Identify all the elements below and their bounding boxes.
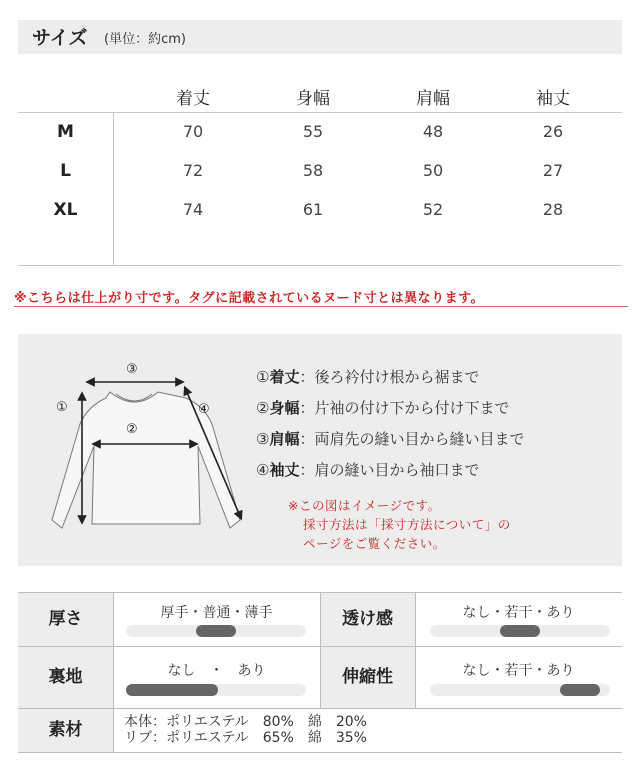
table-cell: 70 bbox=[182, 122, 204, 141]
table-column-divider bbox=[320, 592, 321, 708]
size-title: サイズ bbox=[32, 27, 88, 49]
diagram-note-line: ページをご覧ください。 bbox=[303, 536, 446, 551]
shirt-outline bbox=[52, 392, 240, 528]
measure-item-length: ①着丈：後ろ衿付け根から裾まで bbox=[256, 368, 480, 386]
measure-item-sleeve: ④袖丈：肩の縫い目から袖口まで bbox=[256, 461, 480, 479]
sheer-options: なし・若干・あり bbox=[462, 605, 575, 621]
table-divider bbox=[18, 752, 622, 753]
marker-length: ① bbox=[56, 400, 68, 415]
fabric-attributes-table bbox=[18, 592, 622, 752]
table-cell: 61 bbox=[302, 200, 324, 219]
table-cell: 58 bbox=[302, 161, 324, 180]
material-body: 本体：ポリエステル 80% 綿 20% bbox=[124, 714, 367, 730]
row-label-l: L bbox=[60, 161, 71, 181]
finished-size-notice: ※こちらは仕上がり寸です。タグに記載されているヌード寸とは異なります。 bbox=[14, 291, 485, 306]
thickness-indicator bbox=[196, 625, 236, 637]
table-cell: 48 bbox=[422, 122, 444, 141]
marker-shoulder: ③ bbox=[126, 362, 138, 377]
table-cell: 27 bbox=[542, 161, 564, 180]
notice-underline bbox=[14, 306, 628, 307]
attr-label-lining: 裏地 bbox=[18, 646, 113, 708]
attr-label-sheer: 透け感 bbox=[320, 592, 415, 646]
stretch-scale bbox=[430, 684, 610, 696]
size-header-bar bbox=[18, 20, 622, 54]
col-header-sleeve: 袖丈 bbox=[536, 89, 570, 109]
table-cell: 52 bbox=[422, 200, 444, 219]
table-bottom-border bbox=[18, 265, 622, 266]
table-cell: 74 bbox=[182, 200, 204, 219]
row-label-m: M bbox=[57, 122, 74, 142]
size-table bbox=[18, 74, 622, 266]
measure-item-shoulder: ③肩幅：両肩先の縫い目から縫い目まで bbox=[256, 430, 525, 448]
stretch-options: なし・若干・あり bbox=[462, 663, 575, 679]
table-cell: 72 bbox=[182, 161, 204, 180]
sheer-scale bbox=[430, 625, 610, 637]
table-column-divider bbox=[415, 592, 416, 708]
col-header-shoulder: 肩幅 bbox=[416, 89, 450, 109]
lining-indicator bbox=[126, 684, 218, 696]
table-column-divider bbox=[113, 592, 114, 752]
diagram-note-line: ※この図はイメージです。 bbox=[288, 498, 441, 513]
attr-label-material: 素材 bbox=[18, 708, 113, 752]
measure-item-width: ②身幅：片袖の付け下から付け下まで bbox=[256, 399, 510, 417]
thickness-options: 厚手・普通・薄手 bbox=[160, 605, 273, 621]
col-header-width: 身幅 bbox=[296, 89, 330, 109]
material-rib: リブ：ポリエステル 65% 綿 35% bbox=[124, 730, 367, 746]
table-cell: 50 bbox=[422, 161, 444, 180]
col-header-length: 着丈 bbox=[176, 89, 210, 109]
thickness-scale bbox=[126, 625, 306, 637]
table-cell: 55 bbox=[302, 122, 324, 141]
row-label-xl: XL bbox=[53, 200, 78, 220]
marker-width: ② bbox=[126, 422, 138, 437]
table-divider bbox=[18, 112, 622, 113]
size-unit: (単位：約cm) bbox=[104, 32, 186, 47]
table-column-divider bbox=[113, 112, 114, 265]
table-divider bbox=[18, 708, 622, 709]
lining-options: なし ・ あり bbox=[167, 663, 266, 679]
table-cell: 28 bbox=[542, 200, 564, 219]
sheer-indicator bbox=[500, 625, 540, 637]
lining-scale bbox=[126, 684, 306, 696]
table-cell: 26 bbox=[542, 122, 564, 141]
marker-sleeve: ④ bbox=[198, 402, 210, 417]
attr-label-thickness: 厚さ bbox=[18, 592, 113, 646]
diagram-note-line: 採寸方法は「採寸方法について」の bbox=[303, 517, 511, 532]
measurement-diagram-panel bbox=[18, 334, 622, 566]
stretch-indicator bbox=[560, 684, 600, 696]
attr-label-stretch: 伸縮性 bbox=[320, 646, 415, 708]
